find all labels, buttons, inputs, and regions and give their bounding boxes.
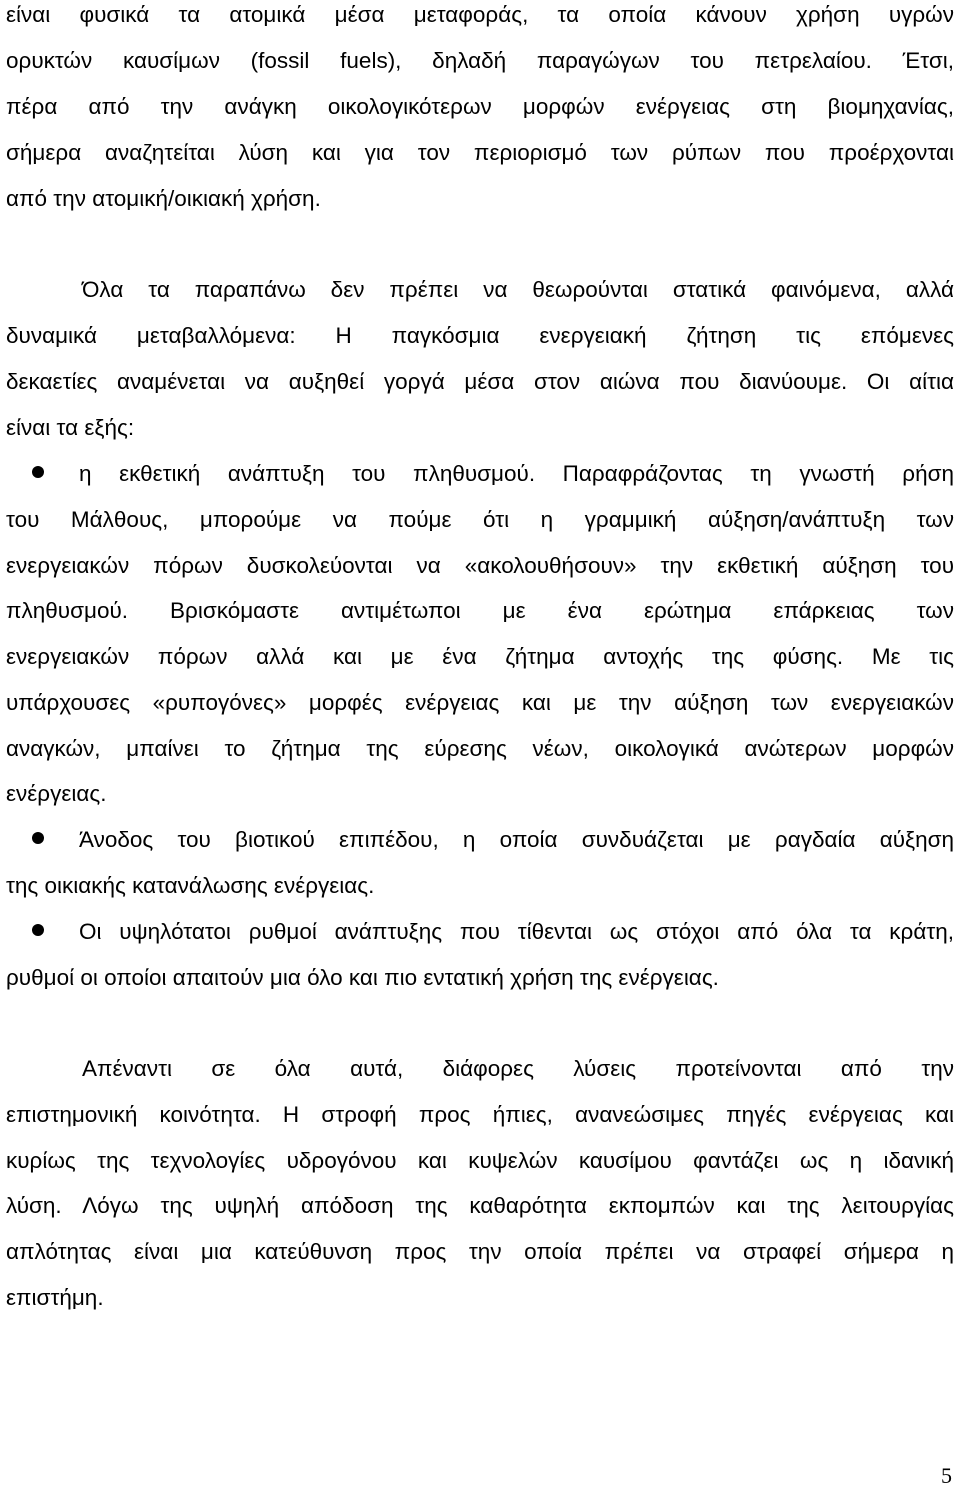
text-line: Άνοδος του βιοτικού επιπέδου, η οποία συνδυάζεται με ραγδαία αύξηση bbox=[79, 827, 954, 852]
text-line: η εκθετική ανάπτυξη του πληθυσμού. Παραφράζοντας τη γνωστή ρήση bbox=[79, 461, 954, 486]
text-line: σήμερα αναζητείται λύση και για τον περιορισμό των ρύπων που προέρχονται bbox=[6, 140, 954, 165]
text-line: Όλα τα παραπάνω δεν πρέπει να θεωρούνται στατικά φαινόμενα, αλλά bbox=[82, 277, 954, 302]
text-line: υπάρχουσες «ρυπογόνες» μορφές ενέργειας και με την αύξηση των ενεργειακών bbox=[6, 690, 954, 715]
bullet-icon bbox=[32, 924, 44, 936]
text-line: είναι τα εξής: bbox=[6, 415, 135, 440]
text-line: αναγκών, μπαίνει το ζήτημα της εύρεσης νέων, οικολογικά ανώτερων μορφών bbox=[6, 736, 954, 761]
text-line: είναι φυσικά τα ατομικά μέσα μεταφοράς, τα οποία κάνουν χρήση υγρών bbox=[6, 2, 954, 27]
text-line: δεκαετίες αναμένεται να αυξηθεί γοργά μέσα στον αιώνα που διανύουμε. Οι αίτια bbox=[6, 369, 954, 394]
text-line: του Μάλθους, μπορούμε να πούμε ότι η γραμμική αύξηση/ανάπτυξη των bbox=[6, 507, 954, 532]
text-line: ενεργειακών πόρων αλλά και με ένα ζήτημα αντοχής της φύσης. Με τις bbox=[6, 644, 954, 669]
text-line: Οι υψηλότατοι ρυθμοί ανάπτυξης που τίθενται ως στόχοι από όλα τα κράτη, bbox=[79, 919, 954, 944]
text-line: επιστημονική κοινότητα. Η στροφή προς ήπιες, ανανεώσιμες πηγές ενέργειας και bbox=[6, 1102, 954, 1127]
text-line: δυναμικά μεταβαλλόμενα: Η παγκόσμια ενεργειακή ζήτηση τις επόμενες bbox=[6, 323, 954, 348]
text-line: επιστήμη. bbox=[6, 1285, 104, 1310]
text-line: κυρίως της τεχνολογίες υδρογόνου και κυψελών καυσίμου φαντάζει ως η ιδανική bbox=[6, 1148, 954, 1173]
text-line: ρυθμοί οι οποίοι απαιτούν μια όλο και πιο εντατική χρήση της ενέργειας. bbox=[6, 965, 719, 990]
text-line: Απέναντι σε όλα αυτά, διάφορες λύσεις προτείνονται από την bbox=[82, 1056, 954, 1081]
page-number: 5 bbox=[941, 1463, 952, 1488]
text-line: λύση. Λόγω της υψηλή απόδοση της καθαρότητα εκπομπών και της λειτουργίας bbox=[6, 1193, 954, 1218]
text-line: της οικιακής κατανάλωσης ενέργειας. bbox=[6, 873, 375, 898]
text-line: ενεργειακών πόρων δυσκολεύονται να «ακολουθήσουν» την εκθετική αύξηση του bbox=[6, 553, 954, 578]
text-line: από την ατομική/οικιακή χρήση. bbox=[6, 186, 321, 211]
bullet-icon bbox=[32, 832, 44, 844]
text-line: ενέργειας. bbox=[6, 781, 107, 806]
text-line: απλότητας είναι μια κατεύθυνση προς την οποία πρέπει να στραφεί σήμερα η bbox=[6, 1239, 954, 1264]
text-line: πέρα από την ανάγκη οικολογικότερων μορφών ενέργειας στη βιομηχανίας, bbox=[6, 94, 954, 119]
bullet-icon bbox=[32, 466, 44, 478]
text-line: πληθυσμού. Βρισκόμαστε αντιμέτωποι με ένα ερώτημα επάρκειας των bbox=[6, 598, 954, 623]
text-line: ορυκτών καυσίμων (fossil fuels), δηλαδή παραγώγων του πετρελαίου. Έτσι, bbox=[6, 48, 954, 73]
